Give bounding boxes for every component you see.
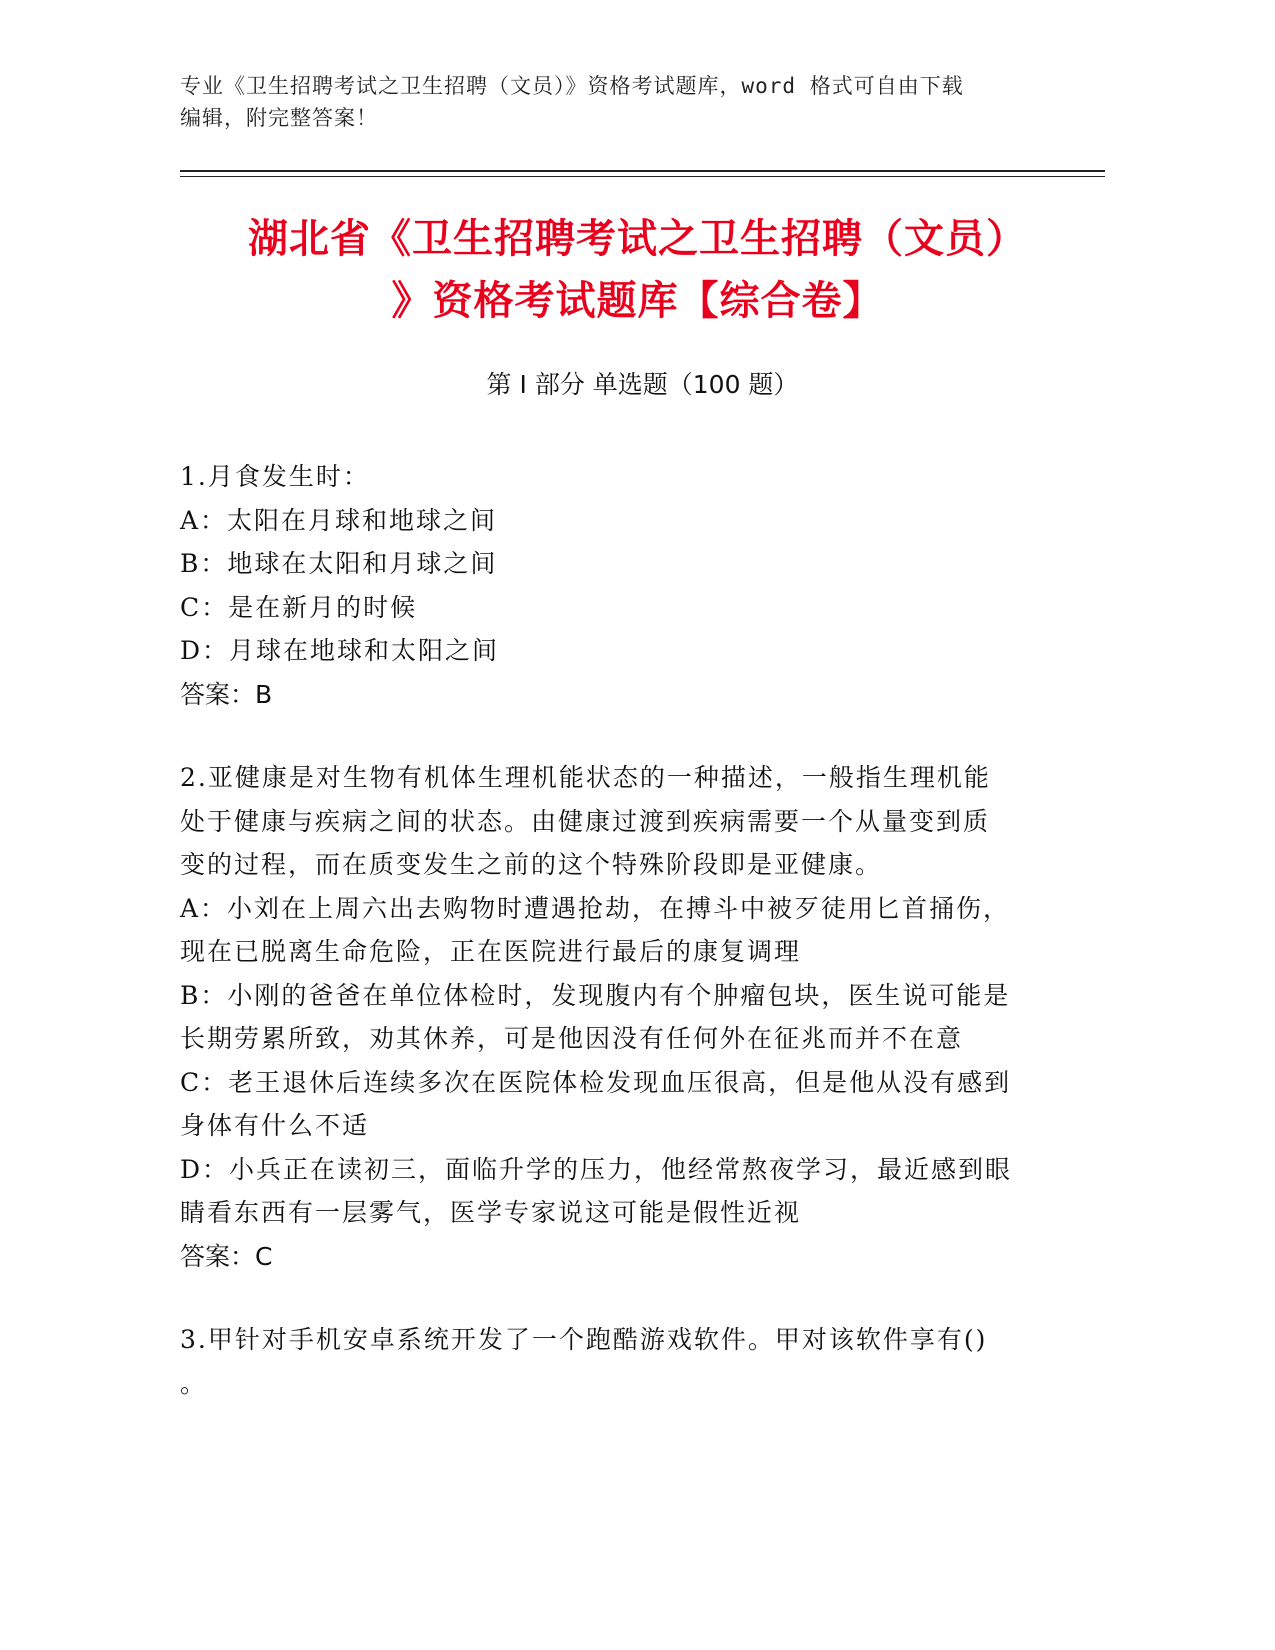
document-title: [150, 208, 1125, 332]
header-note-line-1: 专业《卫生招聘考试之卫生招聘（文员）》资格考试题库，word 格式可自由下载: [180, 74, 964, 98]
option-c: C：是在新月的时候: [180, 592, 418, 622]
option-d-line-2: 睛看东西有一层雾气，医学专家说这可能是假性近视: [180, 1198, 802, 1227]
header-rule-thin: [180, 176, 1105, 177]
option-b-line-1: B：小刚的爸爸在单位体检时，发现腹内有个肿瘤包块，医生说可能是: [180, 980, 1011, 1010]
question-stem-line-1: 3.甲针对手机安卓系统开发了一个跑酷游戏软件。甲对该软件享有(): [180, 1325, 988, 1354]
option-a: A：太阳在月球和地球之间: [180, 505, 498, 535]
answer-line: 答案：C: [180, 1241, 273, 1271]
header-note-line-2: 编辑，附完整答案！: [180, 106, 378, 130]
option-a-line-2: 现在已脱离生命危险，正在医院进行最后的康复调理: [180, 937, 802, 966]
question-stem-line-1: 2.亚健康是对生物有机体生理机能状态的一种描述，一般指生理机能: [180, 763, 991, 792]
question-2: [180, 756, 1040, 1278]
option-a-line-1: A：小刘在上周六出去购物时遭遇抢劫，在搏斗中被歹徒用匕首捅伤，: [180, 893, 1011, 923]
option-b: B：地球在太阳和月球之间: [180, 549, 498, 578]
option-c-line-2: 身体有什么不适: [180, 1111, 370, 1140]
option-d-line-1: D：小兵正在读初三，面临升学的压力，他经常熬夜学习，最近感到眼: [180, 1154, 1013, 1184]
question-stem-line-2: 处于健康与疾病之间的状态。由健康过渡到疾病需要一个从量变到质: [180, 806, 991, 836]
question-list: [180, 455, 1040, 1445]
question-1: [180, 455, 1040, 716]
document-title-line-1: 湖北省《卫生招聘考试之卫生招聘（文员）: [248, 216, 1027, 262]
question-3: [180, 1318, 1040, 1405]
answer-line: 答案：B: [180, 679, 273, 709]
option-c-line-1: C：老王退休后连续多次在医院体检发现血压很高，但是他从没有感到: [180, 1067, 1012, 1097]
question-stem-line-2: 。: [180, 1368, 208, 1398]
option-b-line-2: 长期劳累所致，劝其休养，可是他因没有任何外在征兆而并不在意: [180, 1024, 964, 1053]
question-stem: 1.月食发生时：: [180, 462, 370, 491]
header-note: [180, 70, 1060, 134]
question-stem-line-3: 变的过程，而在质变发生之前的这个特殊阶段即是亚健康。: [180, 850, 883, 879]
option-d: D：月球在地球和太阳之间: [180, 636, 500, 665]
document-title-line-2: 》资格考试题库【综合卷】: [391, 278, 884, 324]
section-heading: 第 I 部分 单选题（100 题）: [486, 370, 799, 399]
header-rule-thick: [180, 170, 1105, 172]
